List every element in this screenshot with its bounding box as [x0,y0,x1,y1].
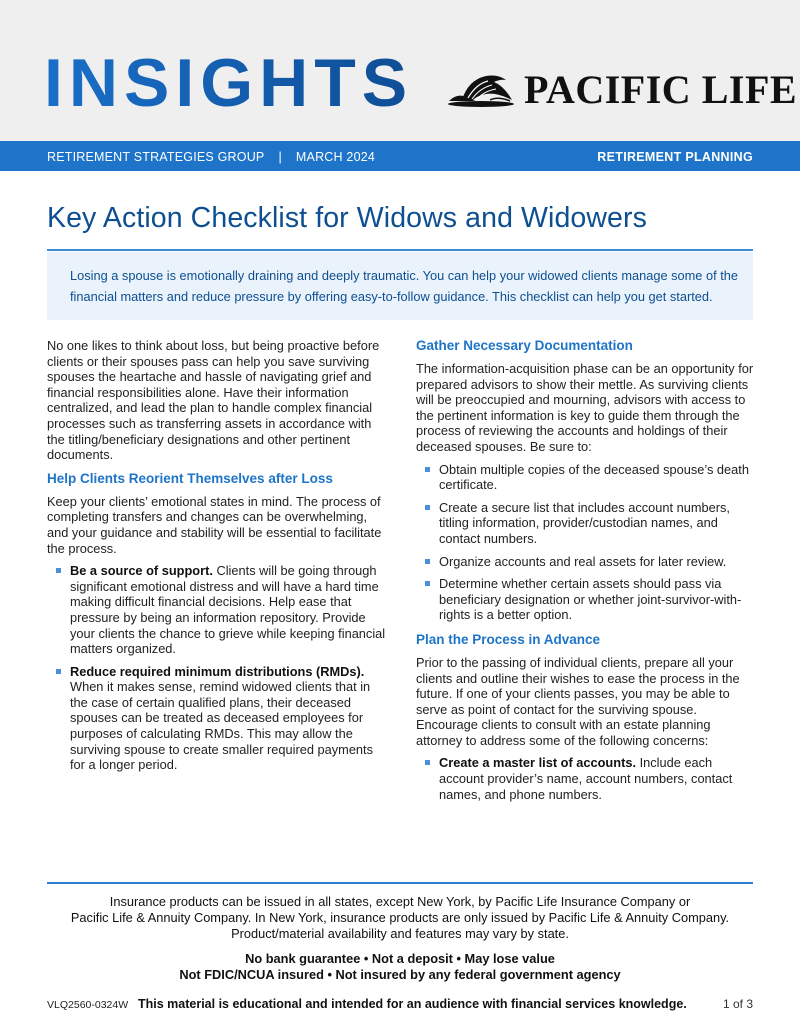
bullet-text: Clients will be going through significant emotional distress and will have a hard time making difficult financial decisions. Help ease that pressure by being an information repository. Provide your clients the chance to grieve while keeping financial matters organized. [70,563,386,657]
left-column [47,338,389,781]
page-number: 1 of 3 [722,997,753,1011]
square-bullet-icon [425,581,430,586]
right-column [416,337,756,810]
intro-callout [47,252,753,320]
disclaimer-line: Product/material availability and features may vary by state. [231,926,569,941]
bullet-text: Organize accounts and real assets for later review. [439,553,727,569]
disclaimer-line: Pacific Life & Annuity Company. In New York, insurance products are only issued by Pacific Life & Annuity Company. [70,910,730,925]
list-item [47,664,389,773]
issue-date: MARCH 2024 [295,150,376,164]
left-paragraph-2: Keep your clients’ emotional states in mind. The process of completing transfers and changes can be overwhelming, and your guidance and stability will be essential to facilitate the process. [47,493,382,556]
list-item [416,554,756,570]
section-heading-reorient: Help Clients Reorient Themselves after Loss [47,470,333,486]
disclaimer-line: Insurance products can be issued in all states, except New York, by Pacific Life Insurance Company or [109,894,691,909]
square-bullet-icon [425,505,430,510]
intro-text: Losing a spouse is emotionally draining and deeply traumatic. You can help your widowed clients manage some of the financial matters and reduce pressure by offering easy-to-follow guidance. This checklist can help you get started. [70,268,738,304]
bullet-lead: Reduce required minimum distributions (RMDs). [70,663,365,679]
bullet-text: Include each account provider’s name, account numbers, contact names, and phone numbers. [439,755,733,802]
left-bullet-list [47,563,389,773]
footer-divider [47,882,753,884]
square-bullet-icon [425,760,430,765]
list-item [47,563,389,657]
document-code: VLQ2560-0324W [47,999,129,1011]
list-item [416,462,756,493]
square-bullet-icon [425,467,430,472]
guarantee-line: Not FDIC/NCUA insured • Not insured by any federal government agency [179,967,621,982]
list-item [416,576,756,623]
header-separator: | [278,150,282,164]
bullet-text: Determine whether certain assets should pass via beneficiary designation or whether joint-survivor-with-rights is a better option. [439,576,742,623]
insights-brand-title: INSIGHTS [44,45,414,121]
page-title: Key Action Checklist for Widows and Widowers [47,202,647,234]
plan-bullet-list [416,755,756,802]
header-bar [0,141,800,171]
square-bullet-icon [56,568,61,573]
section-heading-documentation: Gather Necessary Documentation [416,338,633,353]
right-paragraph-1: The information-acquisition phase can be an opportunity for prepared advisors to show their mettle. As surviving clients will be preoccupied and mourning, advisors with access to the pertinent information is key to guide them through the process of reviewing the accounts and holdings of their deceased spouses. Be sure to: [416,361,754,454]
header-bar-left [47,150,375,164]
whale-logo-icon [446,70,516,110]
right-paragraph-2: Prior to the passing of individual clients, prepare all your clients and outline their wishes to ease the process in the future. If one of your clients passes, you may be able to serve as point of contact for the surviving spouse. Encourage clients to consult with an estate planning attorney to address some of the following concerns: [416,654,740,748]
educational-notice: This material is educational and intended for an audience with financial services knowledge. [138,997,687,1011]
documentation-bullet-list [416,462,756,623]
section-label: RETIREMENT PLANNING [597,150,753,164]
bullet-text: Obtain multiple copies of the deceased spouse’s death certificate. [439,461,749,493]
list-item [416,755,756,802]
left-paragraph-1: No one likes to think about loss, but being proactive before clients or their spouses pass can help you save surviving spouses the heartache and hassle of navigating grief and financial responsibilities alone. Have their information centralized, and lead the plan to handle complex financial processes such as transferring assets in accordance with the titling/beneficiary designations and other pertinent documents. [47,338,380,463]
bullet-lead: Create a master list of accounts. [439,755,637,771]
square-bullet-icon [56,669,61,674]
pacific-life-logo [446,67,798,112]
bullet-text: When it makes sense, remind widowed clients that in the case of certain qualified plans, their deceased spouses can be treated as deceased employees for purposes of calculating RMDs. This may allow the surviving spouse to create smaller required payments for a longer period. [70,679,374,773]
logo-wordmark: PACIFIC LIFE [524,67,798,112]
guarantee-notice [47,951,753,983]
insurance-disclaimer [47,894,753,942]
bullet-lead: Be a source of support. [70,563,213,579]
title-divider [47,249,753,251]
guarantee-line: No bank guarantee • Not a deposit • May lose value [245,951,555,966]
masthead [0,0,800,141]
bullet-text: Create a secure list that includes account numbers, titling information, provider/custodian names, and contact numbers. [439,499,730,546]
list-item [416,500,756,547]
group-label: RETIREMENT STRATEGIES GROUP [47,150,265,164]
square-bullet-icon [425,559,430,564]
section-heading-plan: Plan the Process in Advance [416,631,601,647]
